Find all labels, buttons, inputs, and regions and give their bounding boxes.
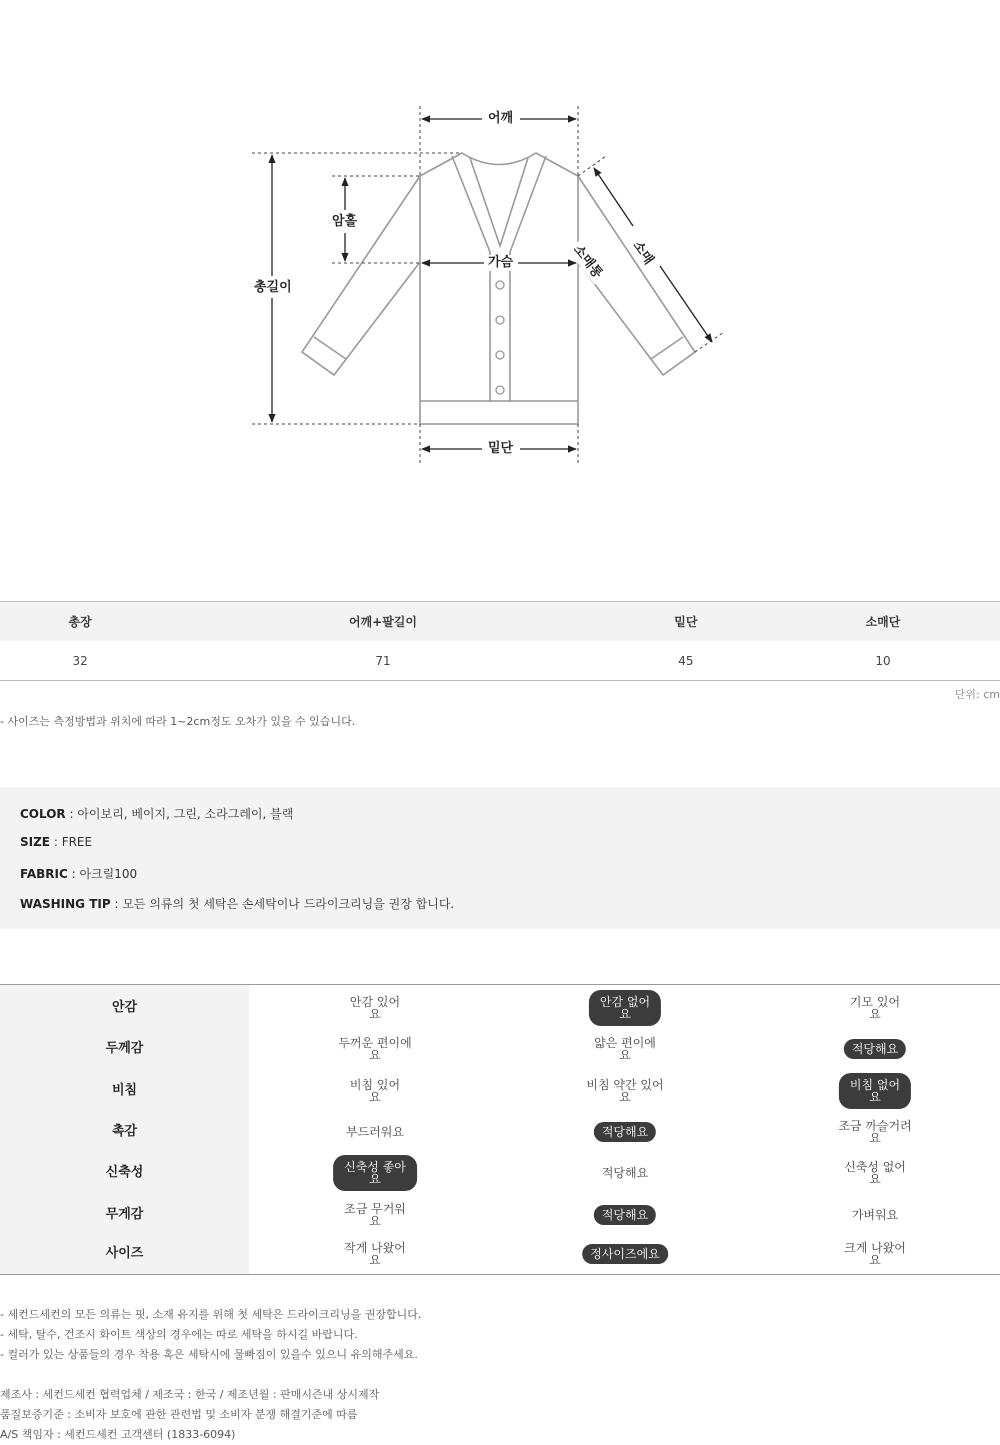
value-shoulder-arm: 71 xyxy=(160,641,605,681)
feel-option: 신축성 없어 요 xyxy=(844,1159,906,1186)
value-total-length: 32 xyxy=(0,641,160,681)
feel-option: 작게 나왔어 요 xyxy=(344,1240,406,1267)
feel-option-selected: 정사이즈에요 xyxy=(582,1244,668,1264)
info-fabric-label: FABRIC xyxy=(20,867,68,881)
feel-option-selected: 적당해요 xyxy=(594,1205,656,1225)
feel-row xyxy=(0,1194,1000,1235)
header-total-length: 총장 xyxy=(0,602,160,642)
feel-option: 조금 까슬거려 요 xyxy=(838,1118,912,1145)
info-fabric xyxy=(20,865,137,882)
label-sleeve: 소매 xyxy=(627,236,658,271)
size-note: - 사이즈는 측정방법과 위치에 따라 1~2cm정도 오차가 있을 수 있습니다. xyxy=(0,715,356,728)
feel-row xyxy=(0,1233,1000,1274)
value-hem: 45 xyxy=(606,641,766,681)
care-note: - 컬러가 있는 상품들의 경우 착용 혹은 세탁시에 물빠짐이 있을수 있으니 유의해주세요. xyxy=(0,1348,418,1361)
cardigan-illustration xyxy=(0,0,1000,560)
feel-option: 조금 무거워 요 xyxy=(344,1201,406,1228)
legal-note: 품질보증기준 : 소비자 보호에 관한 관련법 및 소비자 분쟁 해결기준에 따름 xyxy=(0,1408,358,1421)
label-hem: 밑단 xyxy=(485,441,516,457)
feel-option-selected: 적당해요 xyxy=(844,1039,906,1059)
feel-row-label: 안감 xyxy=(111,1000,138,1015)
notes xyxy=(0,1305,421,1445)
feel-row-label: 신축성 xyxy=(105,1165,144,1180)
feel-option: 얇은 편이에 요 xyxy=(594,1035,656,1062)
product-feel-table xyxy=(0,984,1000,1275)
feel-row-label: 무게감 xyxy=(105,1207,144,1222)
info-color-value: : 아이보리, 베이지, 그린, 소라그레이, 블랙 xyxy=(65,807,294,821)
feel-option: 적당해요 xyxy=(601,1165,649,1180)
feel-option: 안감 있어 요 xyxy=(349,994,401,1021)
feel-row xyxy=(0,987,1000,1028)
feel-option: 비침 있어 요 xyxy=(349,1077,401,1104)
size-diagram xyxy=(0,0,1000,560)
feel-option: 기모 있어 요 xyxy=(849,994,901,1021)
legal-note: 제조사 : 세컨드세컨 협력업체 / 제조국 : 한국 / 제조년월 : 판매시즌내 상시제작 xyxy=(0,1388,380,1401)
care-note: - 세탁, 탈수, 건조시 화이트 색상의 경우에는 따로 세탁을 하시길 바랍니다. xyxy=(0,1328,358,1341)
info-color xyxy=(20,805,293,822)
header-shoulder-arm: 어깨+팔길이 xyxy=(160,602,605,642)
label-sleeve-width: 소매통 xyxy=(567,240,607,284)
feel-option-selected: 안감 없어 요 xyxy=(589,990,661,1026)
feel-option: 크게 나왔어 요 xyxy=(844,1240,906,1267)
info-size-value: : FREE xyxy=(50,835,93,849)
info-size-label: SIZE xyxy=(20,835,51,849)
feel-option: 가벼워요 xyxy=(851,1207,899,1222)
feel-row xyxy=(0,1070,1000,1111)
feel-row-label: 촉감 xyxy=(111,1124,138,1139)
size-table-value-row xyxy=(0,641,1000,681)
header-hem: 밑단 xyxy=(606,602,766,642)
info-color-label: COLOR xyxy=(20,807,66,821)
feel-option: 두꺼운 편이에 요 xyxy=(338,1035,412,1062)
feel-row-label: 사이즈 xyxy=(105,1246,144,1261)
info-washing xyxy=(20,895,454,912)
label-total-length: 총길이 xyxy=(251,280,295,296)
label-shoulder: 어깨 xyxy=(485,111,516,127)
size-table-header-row xyxy=(0,602,1000,642)
header-cuff: 소매단 xyxy=(766,602,1000,642)
info-fabric-value: : 아크릴100 xyxy=(67,867,138,881)
label-chest: 가슴 xyxy=(485,255,516,271)
label-armhole: 암홀 xyxy=(329,214,360,230)
feel-row-label: 비침 xyxy=(111,1083,138,1098)
legal-note: A/S 책임자 : 세컨드세컨 고객센터 (1833-6094) xyxy=(0,1428,236,1441)
product-info-box xyxy=(0,787,1000,929)
info-washing-value: : 모든 의류의 첫 세탁은 손세탁이나 드라이크리닝을 권장 합니다. xyxy=(110,897,455,911)
size-table xyxy=(0,601,1000,681)
feel-row-label: 두께감 xyxy=(105,1041,144,1056)
feel-row xyxy=(0,1111,1000,1152)
value-cuff: 10 xyxy=(766,641,1000,681)
feel-option-selected: 적당해요 xyxy=(594,1122,656,1142)
feel-option: 비침 약간 있어 요 xyxy=(586,1077,664,1104)
unit-label: 단위: cm xyxy=(954,688,1000,701)
feel-option: 부드러워요 xyxy=(346,1124,404,1139)
feel-option-selected: 신축성 좋아 요 xyxy=(333,1155,417,1191)
info-washing-label: WASHING TIP xyxy=(20,897,111,911)
feel-row xyxy=(0,1152,1000,1193)
feel-option-selected: 비침 없어 요 xyxy=(839,1073,911,1109)
care-note: - 세컨드세컨의 모든 의류는 핏, 소재 유지를 위해 첫 세탁은 드라이크리닝을 권장합니다. xyxy=(0,1308,422,1321)
feel-row xyxy=(0,1028,1000,1069)
info-size xyxy=(20,835,92,849)
